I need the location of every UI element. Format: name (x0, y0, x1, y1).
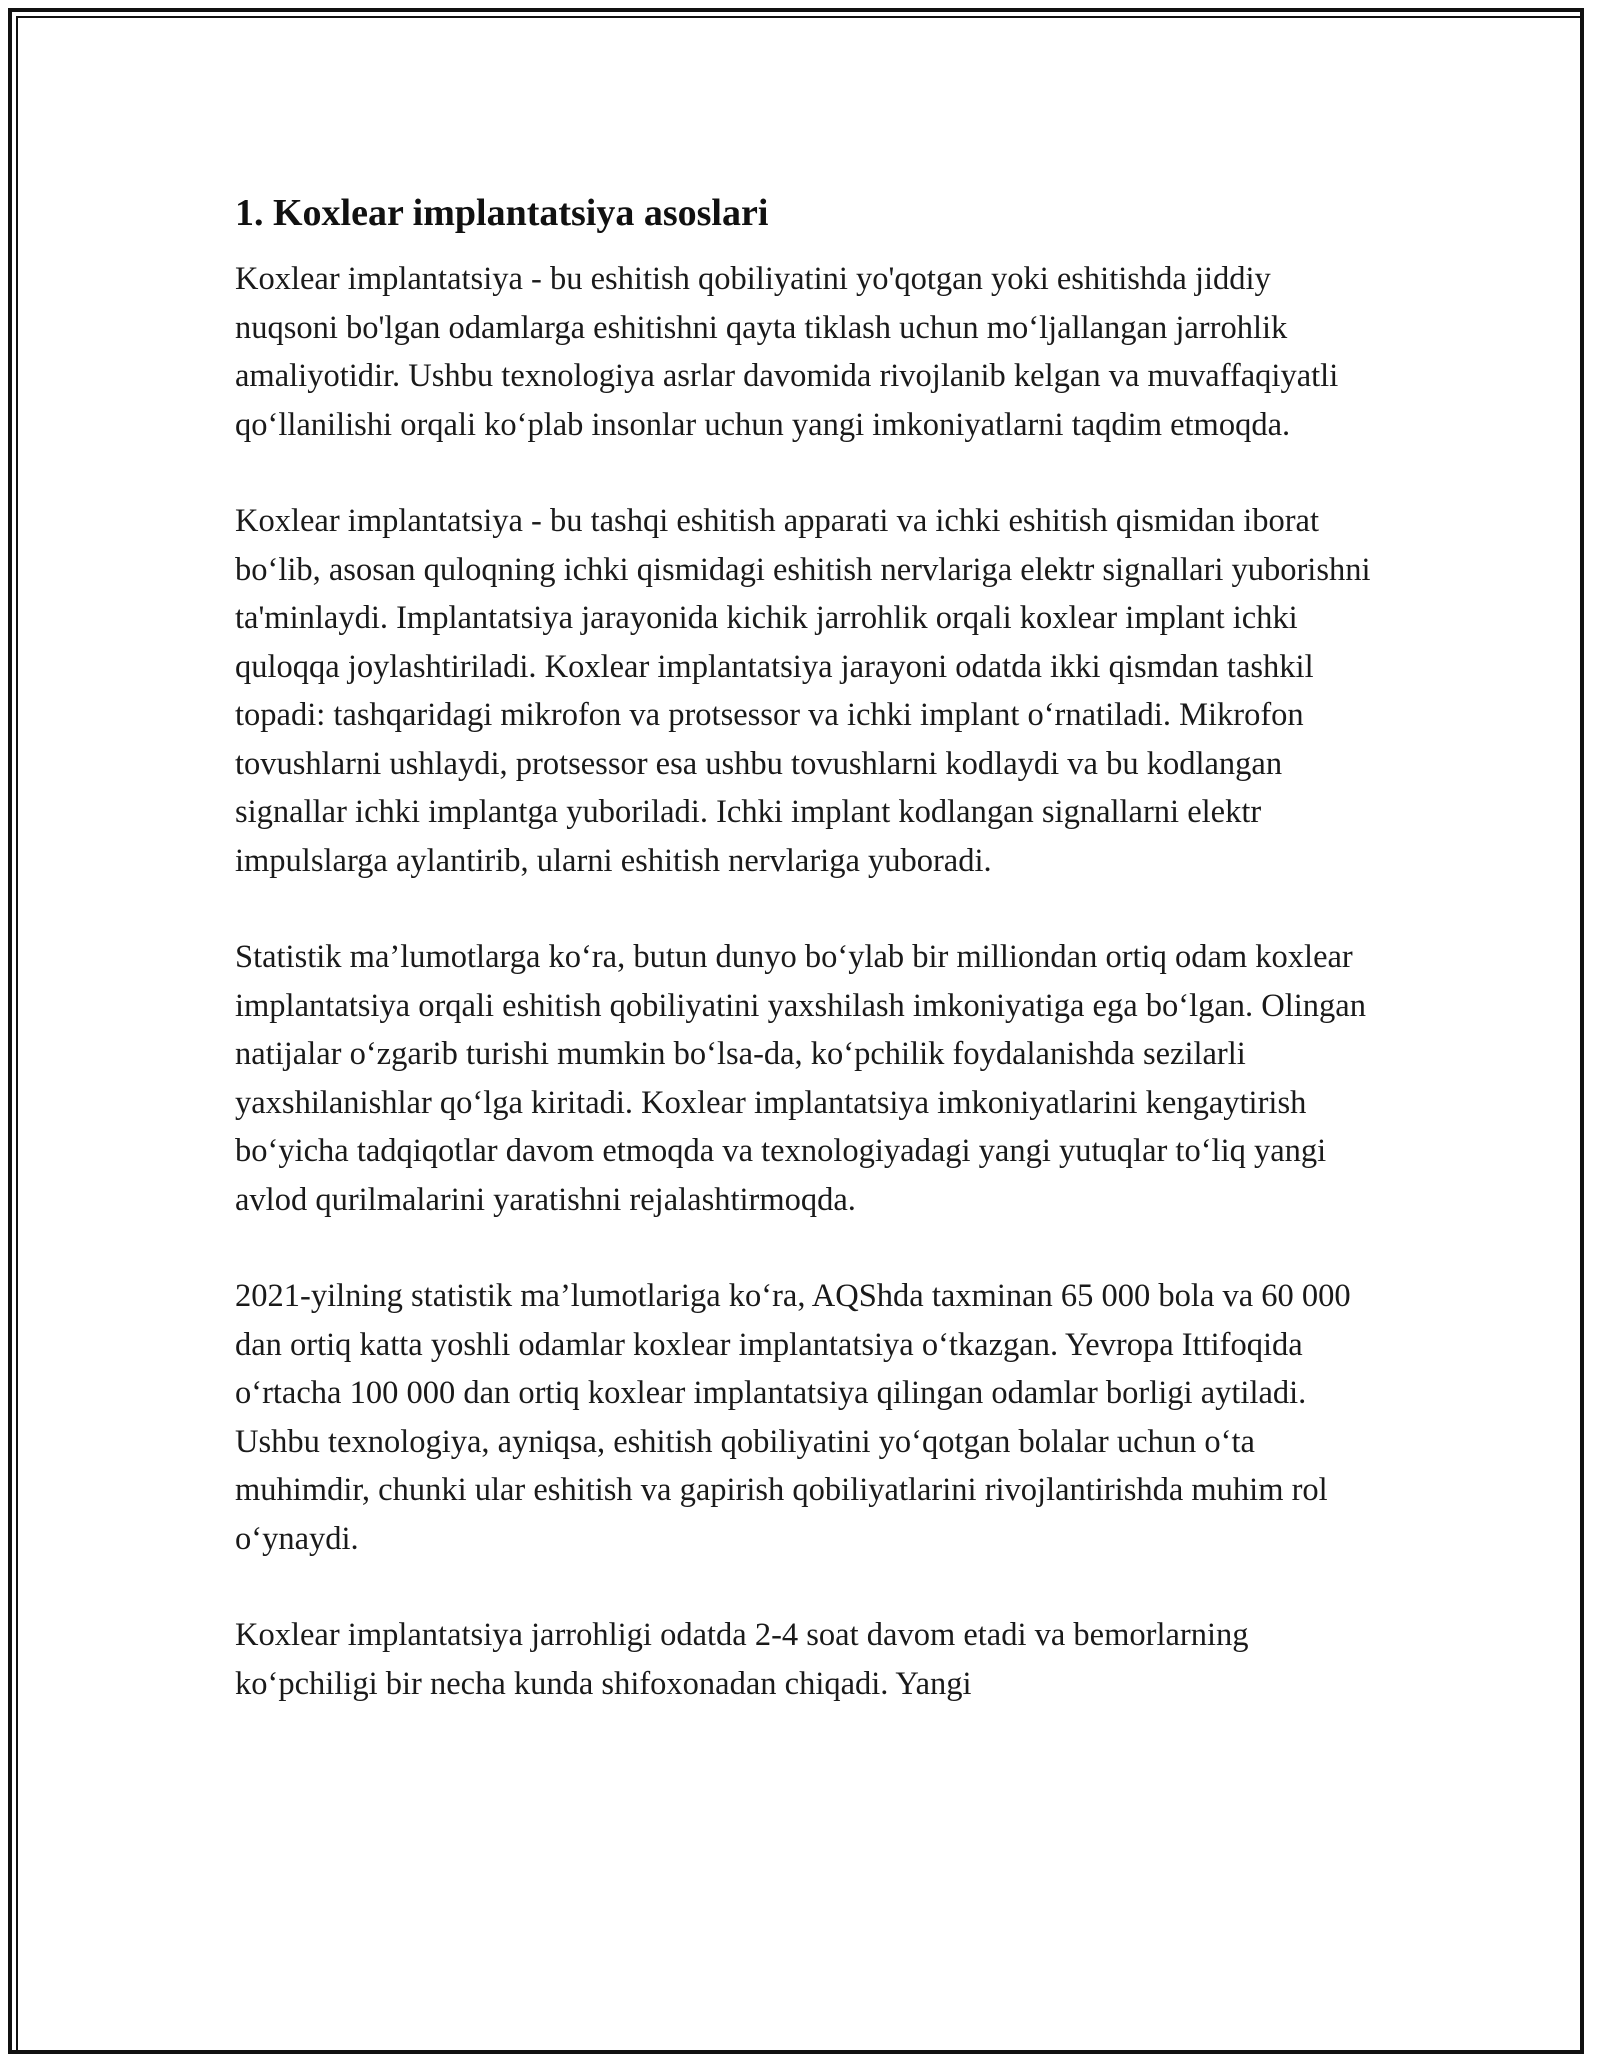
document-body (235, 185, 1375, 1756)
paragraph-how-it-works: Koxlear implantatsiya - bu tashqi eshitish apparati va ichki eshitish qismidan iborat bo‘lib, asosan quloqning ichki qismidagi eshitish nervlariga elektr signallari yuborishni ta'minlaydi. Implantatsiya jarayonida kichik jarrohlik orqali koxlear implant ichki quloqqa joylashtiriladi. Koxlear implantatsiya jarayoni odatda ikki qismdan tashkil topadi: tashqaridagi mikrofon va protsessor va ichki implant o‘rnatiladi. Mikrofon tovushlarni ushlaydi, protsessor esa ushbu tovushlarni kodlaydi va bu kodlangan signallar ichki implantga yuboriladi. Ichki implant kodlangan signallarni elektr impulslarga aylantirib, ularni eshitish nervlariga yuboradi. (235, 503, 1371, 879)
paragraph-surgery-duration: Koxlear implantatsiya jarrohligi odatda 2-4 soat davom etadi va bemorlarning ko‘pchiligi bir necha kunda shifoxonadan chiqadi. Yangi (235, 1617, 1249, 1702)
paragraph-2021-statistics: 2021-yilning statistik ma’lumotlariga ko‘ra, AQShda taxminan 65 000 bola va 60 000 dan ortiq katta yoshli odamlar koxlear implantatsiya o‘tkazgan. Yevropa Ittifoqida o‘rtacha 100 000 dan ortiq koxlear implantatsiya qilingan odamlar borligi aytiladi. Ushbu texnologiya, ayniqsa, eshitish qobiliyatini yo‘qotgan bolalar uchun o‘ta muhimdir, chunki ular eshitish va gapirish qobiliyatlarini rivojlantirishda muhim rol o‘ynaydi. (235, 1278, 1351, 1557)
paragraph-intro: Koxlear implantatsiya - bu eshitish qobiliyatini yo'qotgan yoki eshitishda jiddiy nuqsoni bo'lgan odamlarga eshitishni qayta tiklash uchun mo‘ljallangan jarrohlik amaliyotidir. Ushbu texnologiya asrlar davomida rivojlanib kelgan va muvaffaqiyatli qo‘llanilishi orqali ko‘plab insonlar uchun yangi imkoniyatlarni taqdim etmoqda. (235, 261, 1339, 443)
paragraph-worldwide-statistics: Statistik ma’lumotlarga ko‘ra, butun dunyo bo‘ylab bir milliondan ortiq odam koxlear implantatsiya orqali eshitish qobiliyatini yaxshilash imkoniyatiga ega bo‘lgan. Olingan natijalar o‘zgarib turishi mumkin bo‘lsa-da, ko‘pchilik foydalanishda sezilarli yaxshilanishlar qo‘lga kiritadi. Koxlear implantatsiya imkoniyatlarini kengaytirish bo‘yicha tadqiqotlar davom etmoqda va texnologiyadagi yangi yutuqlar to‘liq yangi avlod qurilmalarini yaratishni rejalashtirmoqda. (235, 939, 1366, 1218)
section-heading: 1. Koxlear implantatsiya asoslari (235, 192, 769, 234)
